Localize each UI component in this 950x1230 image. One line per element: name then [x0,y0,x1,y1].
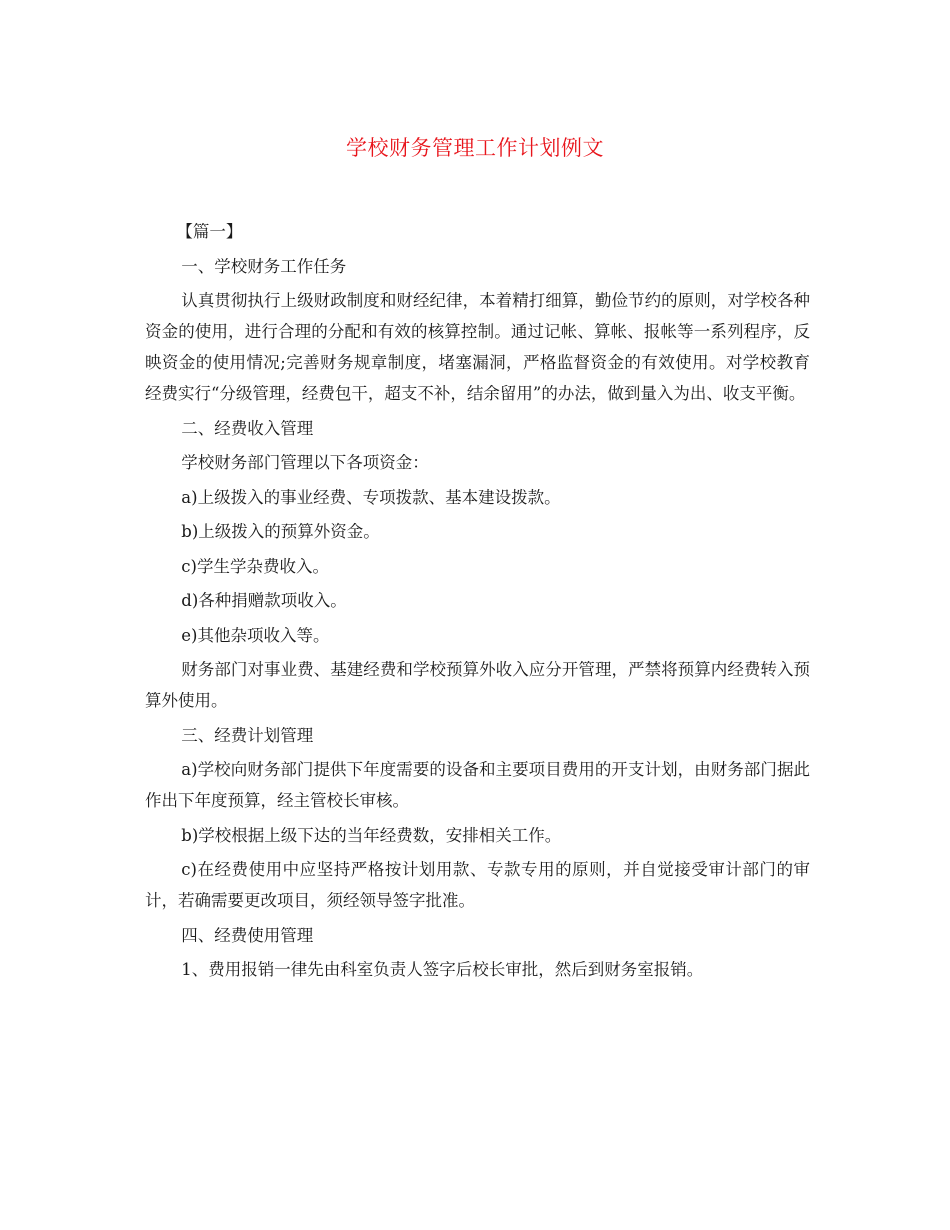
list-item-income-a: a)上级拨入的事业经费、专项拨款、基本建设拨款。 [181,487,561,507]
document-body [145,216,810,989]
heading-finance-tasks: 一、学校财务工作任务 [181,256,347,276]
list-item-plan-b: b)学校根据上级下达的当年经费数，安排相关工作。 [181,825,562,845]
list-item-income-b: b)上级拨入的预算外资金。 [181,522,380,541]
list-item-plan-c: c)在经费使用中应坚持严格按计划用款、专款专用的原则，并自觉接受审计部门的审计，若确需要更改项目，须经领导签字批准。 [145,860,810,910]
heading-income-management: 二、经费收入管理 [181,418,314,438]
list-item-plan-a: a)学校向财务部门提供下年度需要的设备和主要项目费用的开支计划，由财务部门据此作出下年度预算，经主管校长审核。 [145,760,810,810]
list-item-income-c: c)学生学杂费收入。 [181,556,329,576]
paragraph-income-intro: 学校财务部门管理以下各项资金： [181,453,429,472]
list-item-income-d: d)各种捐赠款项收入。 [181,591,347,610]
heading-spending-management: 四、经费使用管理 [181,925,314,945]
paragraph-finance-tasks: 认真贯彻执行上级财政制度和财经纪律，本着精打细算，勤俭节约的原则，对学校各种资金的使用，进行合理的分配和有效的核算控制。通过记帐、算帐、报帐等一系列程序，反映资金的使用情况;完善财务规章制度，堵塞漏洞，严格监督资金的有效使用。对学校教育经费实行“分级管理，经费包干，超支不补，结余留用”的办法，做到量入为出、收支平衡。 [145,291,810,403]
document-title: 学校财务管理工作计划例文 [346,136,604,160]
paragraph-income-separation: 财务部门对事业费、基建经费和学校预算外收入应分开管理，严禁将预算内经费转入预算外使用。 [145,660,810,710]
list-item-spending-1: 1、费用报销一律先由科室负责人签字后校长审批，然后到财务室报销。 [181,960,704,979]
heading-budget-plan: 三、经费计划管理 [181,725,314,745]
list-item-income-e: e)其他杂项收入等。 [181,625,330,645]
section-marker: 【篇一】 [176,222,243,241]
